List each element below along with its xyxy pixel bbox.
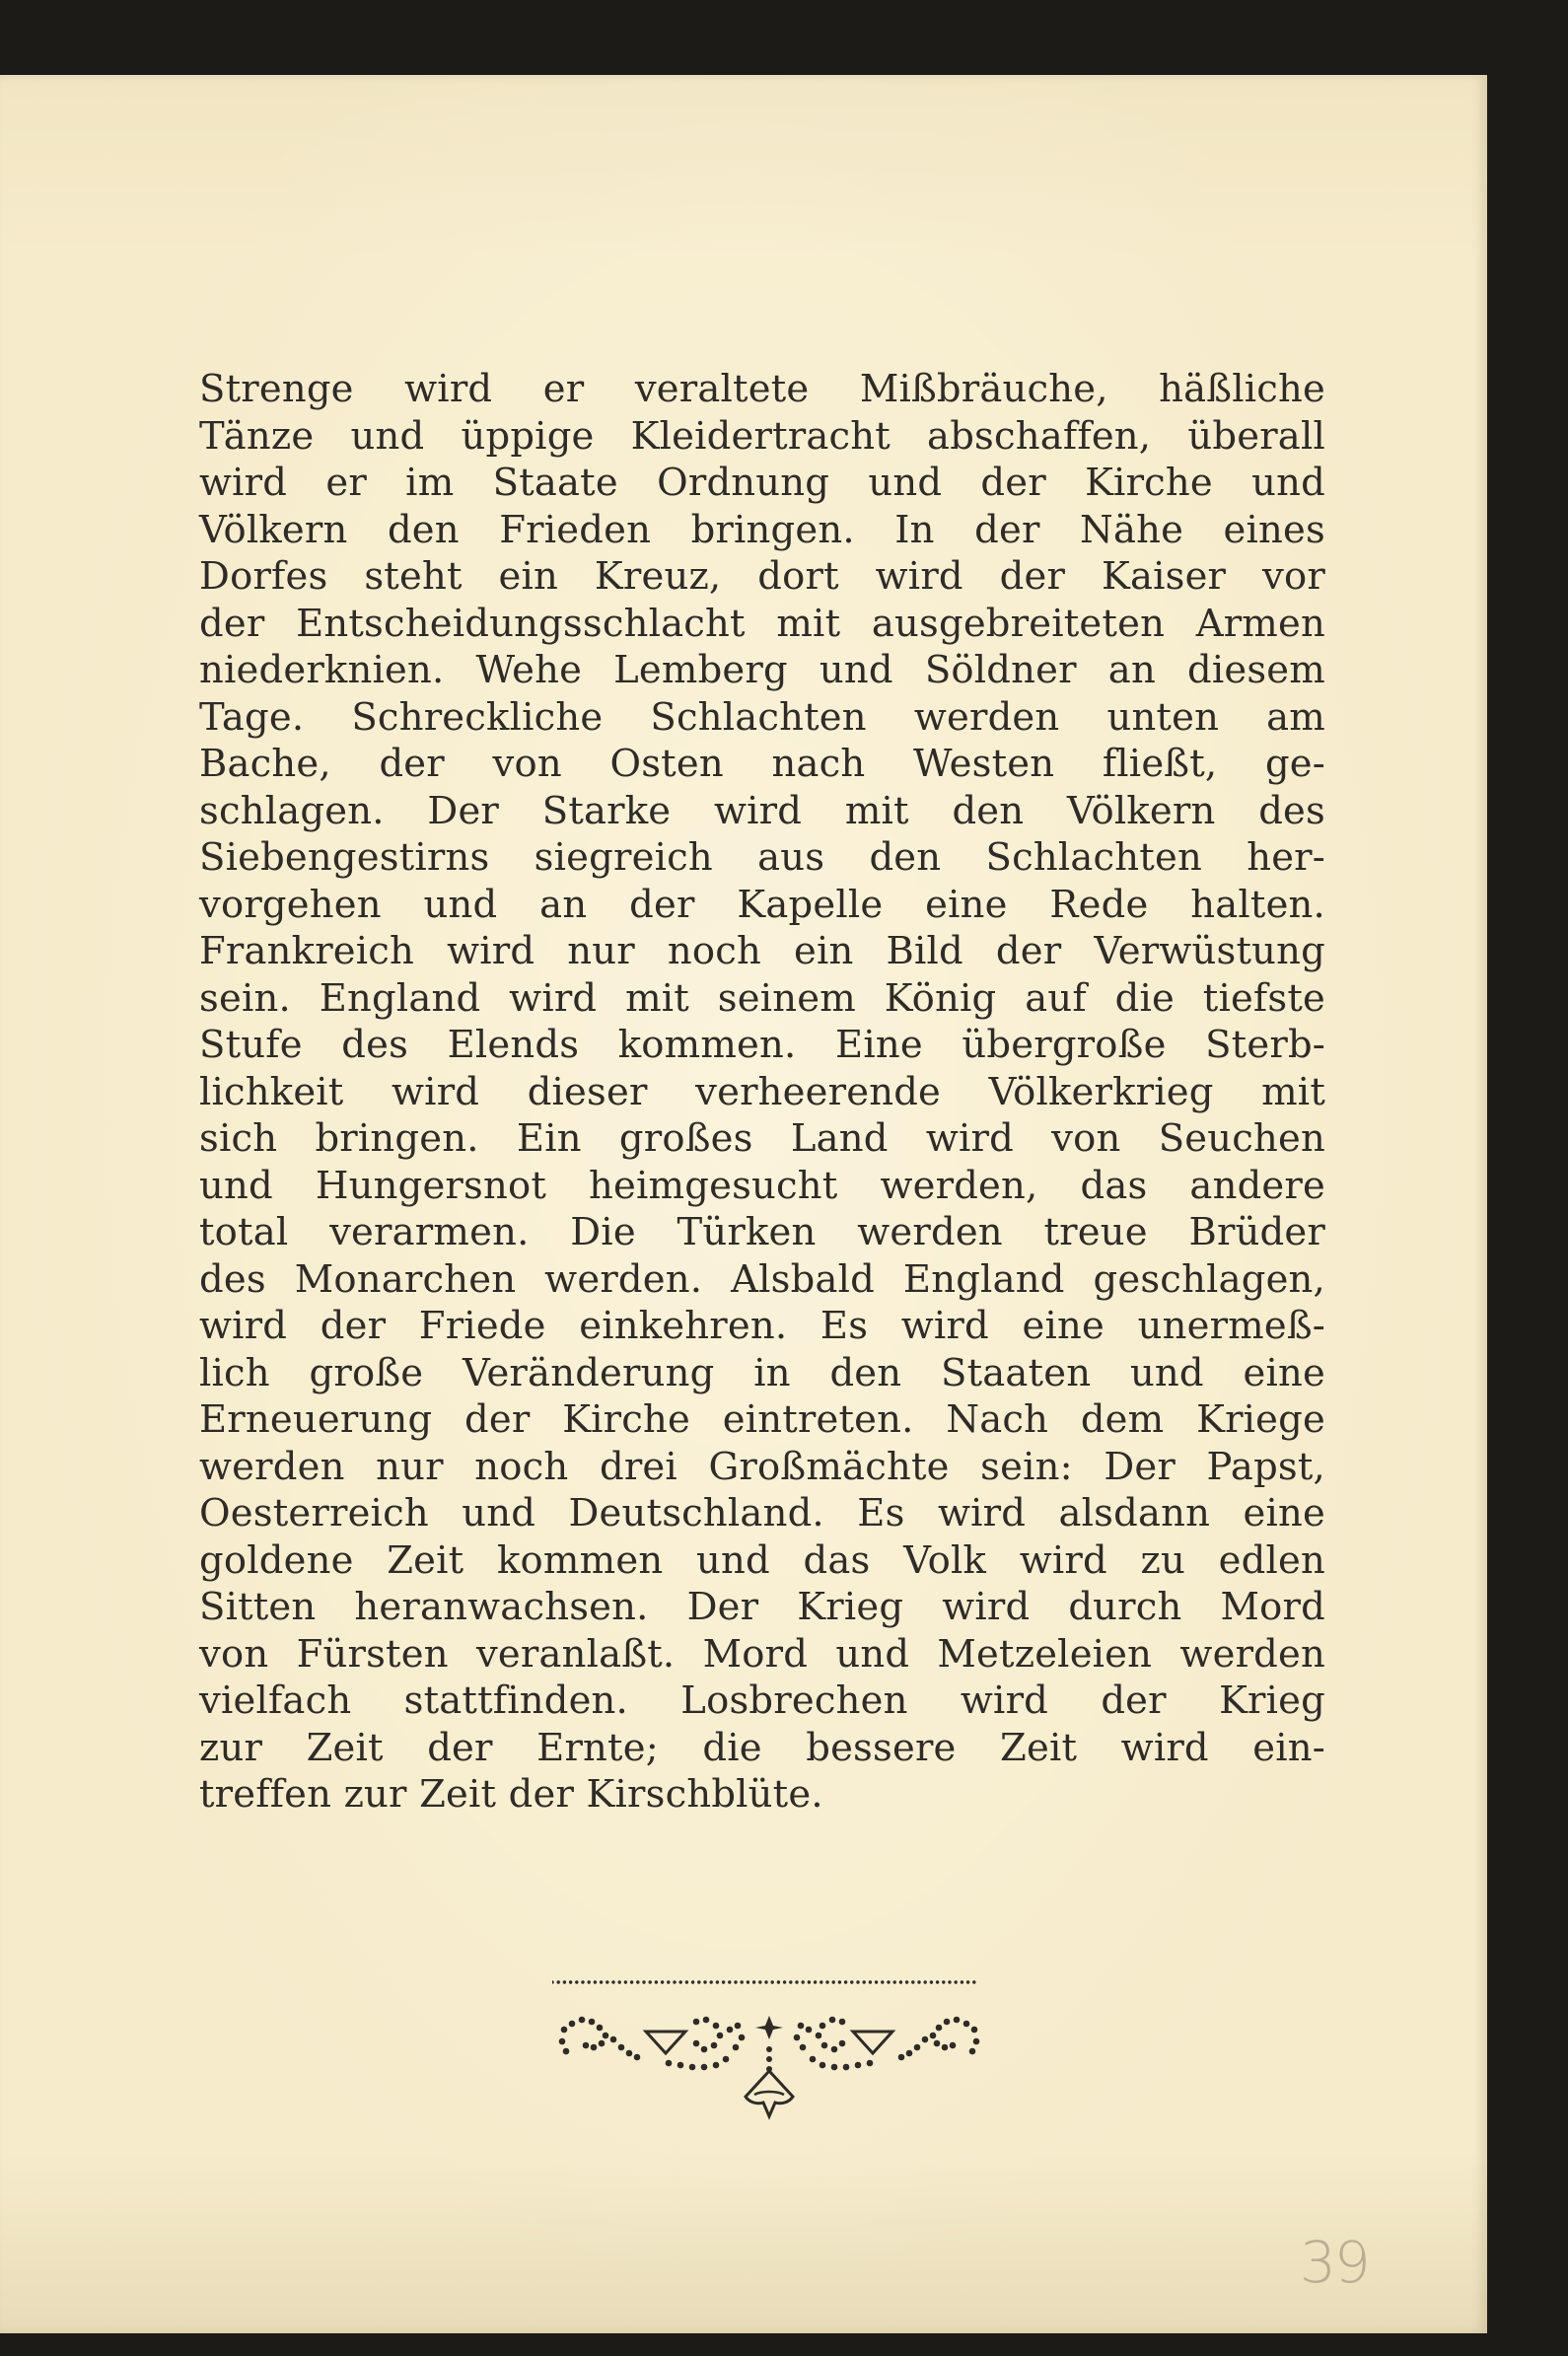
rule-dot: [936, 1980, 939, 1983]
ornament-dot: [618, 2044, 625, 2051]
ornament-dot: [739, 2035, 746, 2041]
rule-dot: [930, 1980, 933, 1983]
rule-dot: [869, 1980, 872, 1983]
ornament-dot: [666, 2060, 673, 2067]
dotted-rule: [552, 1980, 976, 1983]
rule-dot: [881, 1980, 884, 1983]
ornament-dot: [591, 2044, 598, 2051]
ornament-dot: [831, 2046, 838, 2053]
rule-dot: [600, 1980, 603, 1983]
rule-dot: [972, 1980, 975, 1983]
ornament-dot: [626, 2050, 633, 2057]
ornament-dot: [954, 2017, 961, 2024]
ornament-dot: [922, 2036, 929, 2043]
ornament-dot: [798, 2023, 805, 2030]
text-line: total verarmen. Die Türken werden treue Brüder: [199, 1210, 1325, 1254]
ornament-dot: [563, 2048, 570, 2055]
rule-dot: [673, 1980, 676, 1983]
ornament-dot: [831, 2064, 838, 2071]
ornament-dot: [950, 2042, 957, 2049]
rule-dot: [741, 1980, 744, 1983]
rule-dot: [820, 1980, 822, 1983]
ornament-dot: [713, 2023, 720, 2030]
text-line: Dorfes steht ein Kreuz, dort wird der Kaiser vor: [199, 554, 1325, 599]
ornament-dot: [906, 2050, 913, 2057]
rule-dot: [924, 1980, 927, 1983]
rule-dot: [752, 1980, 755, 1983]
rule-dot: [917, 1980, 920, 1983]
text-line: Tänze und üppige Kleidertracht abschaffen, überall: [199, 413, 1325, 459]
rule-dot: [832, 1980, 835, 1983]
text-line: werden nur noch drei Großmächte sein: Der Papst,: [199, 1444, 1325, 1489]
rule-dot: [655, 1980, 658, 1983]
text-line: niederknien. Wehe Lemberg und Söldner an diesem: [199, 648, 1325, 692]
rule-dot: [875, 1980, 878, 1983]
rule-dot: [636, 1980, 639, 1983]
text-line: sein. England wird mit seinem König auf die tiefste: [199, 975, 1325, 1021]
ornament-dot: [969, 2048, 976, 2055]
text-line: sich bringen. Ein großes Land wird von Seuchen: [199, 1116, 1325, 1161]
text-line: Frankreich wird nur noch ein Bild der Verwüstung: [199, 929, 1325, 973]
ornament-dot: [569, 2021, 576, 2028]
rule-dot: [955, 1980, 958, 1983]
ornament-dot: [820, 2062, 826, 2069]
rule-dot: [758, 1980, 761, 1983]
ornament-dot: [810, 2056, 817, 2063]
ornament-dot: [703, 2017, 710, 2024]
rule-dot: [594, 1980, 597, 1983]
ornament-dot: [733, 2044, 740, 2051]
ornament-dot: [930, 2033, 937, 2039]
ornament-dot: [843, 2064, 850, 2071]
rule-dot: [691, 1980, 694, 1983]
text-line: wird der Friede einkehren. Es wird eine unermeß-: [199, 1304, 1325, 1348]
rule-dot: [581, 1980, 584, 1983]
ornament-dot: [829, 2017, 836, 2024]
rule-dot: [905, 1980, 908, 1983]
ornament-dot: [597, 2025, 604, 2032]
text-line: Tage. Schreckliche Schlachten werden unten am: [199, 694, 1325, 740]
rule-dot: [747, 1980, 749, 1983]
rule-dot: [844, 1980, 847, 1983]
rule-dot: [893, 1980, 896, 1983]
ornament-dot: [973, 2038, 980, 2045]
rule-dot: [624, 1980, 627, 1983]
text-line: Stufe des Elends kommen. Eine übergroße Sterb-: [199, 1023, 1325, 1067]
ornament-dot: [855, 2062, 862, 2069]
rule-dot: [728, 1980, 731, 1983]
ornament-dot: [599, 2040, 606, 2047]
text-line: Erneuerung der Kirche eintreten. Nach dem Kriege: [199, 1397, 1325, 1442]
rule-dot: [606, 1980, 608, 1983]
ornament-dot: [693, 2019, 700, 2026]
rule-dot: [703, 1980, 706, 1983]
ornament-dot: [701, 2046, 708, 2053]
text-line: Völkern den Frieden bringen. In der Nähe eines: [199, 507, 1325, 552]
rule-dot: [863, 1980, 866, 1983]
text-line: lichkeit wird dieser verheerende Völkerkrieg mit: [199, 1069, 1325, 1114]
ornament-dot: [944, 2019, 951, 2026]
text-line: Strenge wird er veraltete Mißbräuche, häßliche: [199, 367, 1325, 411]
book-page: [0, 75, 1487, 2333]
ornament-dot: [820, 2023, 826, 2030]
text-line: vorgehen und an der Kapelle eine Rede halten.: [199, 882, 1325, 927]
rule-dot: [825, 1980, 828, 1983]
text-line: des Monarchen werden. Alsbald England geschlagen,: [199, 1256, 1325, 1302]
rule-dot: [734, 1980, 737, 1983]
rule-dot: [642, 1980, 645, 1983]
rule-dot: [649, 1980, 652, 1983]
ornament-dot: [794, 2035, 801, 2041]
text-line: lich große Veränderung in den Staaten und eine: [199, 1350, 1325, 1395]
text-line: Sitten heranwachsen. Der Krieg wird durch Mord: [199, 1585, 1325, 1629]
rule-dot: [557, 1980, 560, 1983]
rule-dot: [552, 1980, 554, 1983]
ornament-dot: [689, 2064, 696, 2071]
rule-dot: [764, 1980, 767, 1983]
rule-dot: [911, 1980, 914, 1983]
ornament-dot: [727, 2027, 734, 2034]
rule-dot: [630, 1980, 633, 1983]
ornament-dot: [701, 2064, 708, 2071]
rule-dot: [569, 1980, 572, 1983]
ornament-dot: [821, 2042, 828, 2049]
rule-dot: [777, 1980, 780, 1983]
rule-dot: [961, 1980, 963, 1983]
rule-dot: [697, 1980, 700, 1983]
rule-dot: [710, 1980, 713, 1983]
ornament-dot: [839, 2040, 846, 2047]
text-line: Oesterreich und Deutschland. Es wird alsdann eine: [199, 1491, 1325, 1535]
ornament-dot: [735, 2023, 742, 2030]
rule-dot: [667, 1980, 670, 1983]
rule-dot: [618, 1980, 621, 1983]
ornament-dot: [914, 2044, 921, 2051]
text-line: von Fürsten veranlaßt. Mord und Metzeleien werden: [199, 1631, 1325, 1677]
page-number: 39: [1300, 2229, 1369, 2296]
rule-dot: [771, 1980, 774, 1983]
rule-dot: [966, 1980, 969, 1983]
ornament-dot: [963, 2021, 970, 2028]
rule-dot: [716, 1980, 719, 1983]
ornament-dot: [898, 2054, 905, 2061]
rule-dot: [948, 1980, 951, 1983]
ornament-dot: [934, 2040, 941, 2047]
text-line: Bache, der von Osten nach Westen fließt, ge-: [199, 742, 1325, 786]
decorative-ornament-icon: [552, 1968, 986, 2136]
ornament-dot: [839, 2019, 846, 2026]
ornament-dot: [677, 2062, 684, 2069]
rule-dot: [802, 1980, 805, 1983]
rule-dot: [899, 1980, 902, 1983]
rule-dot: [575, 1980, 578, 1983]
rule-dot: [679, 1980, 682, 1983]
text-line: und Hungersnot heimgesucht werden, das andere: [199, 1163, 1325, 1208]
ornament-dot: [589, 2019, 596, 2026]
text-line: der Entscheidungsschlacht mit ausgebreiteten Armen: [199, 601, 1325, 646]
text-line: vielfach stattfinden. Losbrechen wird der Krieg: [199, 1678, 1325, 1723]
ornament-dot: [800, 2044, 807, 2051]
rule-dot: [563, 1980, 566, 1983]
rule-dot: [685, 1980, 688, 1983]
ornament-dot: [693, 2040, 700, 2047]
ornament-dot: [559, 2038, 566, 2045]
text-line: goldene Zeit kommen und das Volk wird zu edlen: [199, 1537, 1325, 1583]
ornament-dot: [717, 2033, 724, 2039]
text-line: Siebengestirns siegreich aus den Schlachten her-: [199, 835, 1325, 880]
ornament-dot: [634, 2054, 641, 2061]
text-line: schlagen. Der Starke wird mit den Völkern des: [199, 788, 1325, 833]
ornament-dot: [971, 2027, 978, 2034]
ornament-dot: [713, 2062, 720, 2069]
ornament-dot: [711, 2042, 718, 2049]
rule-dot: [783, 1980, 786, 1983]
rule-dot: [611, 1980, 614, 1983]
ornament-dot: [942, 2044, 949, 2051]
rule-dot: [661, 1980, 664, 1983]
rule-dot: [588, 1980, 591, 1983]
ornament-dot: [806, 2027, 813, 2034]
rule-dot: [856, 1980, 859, 1983]
rule-dot: [887, 1980, 890, 1983]
ornament-dot: [936, 2025, 943, 2032]
rule-dot: [814, 1980, 817, 1983]
rule-dot: [789, 1980, 792, 1983]
rule-dot: [795, 1980, 798, 1983]
ornament-dot: [579, 2017, 586, 2024]
text-line: wird er im Staate Ordnung und der Kirche und: [199, 461, 1325, 505]
text-line: zur Zeit der Ernte; die bessere Zeit wird ein-: [199, 1725, 1325, 1770]
rule-dot: [808, 1980, 811, 1983]
ornament-dot: [603, 2033, 609, 2039]
body-text: [199, 366, 1325, 1819]
text-line: treffen zur Zeit der Kirschblüte.: [199, 1772, 823, 1817]
ornament-dot: [561, 2027, 568, 2034]
ornament-dot: [610, 2036, 617, 2043]
rule-dot: [722, 1980, 725, 1983]
rule-dot: [838, 1980, 841, 1983]
ornament-dot: [816, 2033, 822, 2039]
rule-dot: [850, 1980, 853, 1983]
ornament-dot: [867, 2060, 874, 2067]
ornament-dot: [723, 2056, 730, 2063]
rule-dot: [942, 1980, 945, 1983]
ornament-dot: [583, 2042, 590, 2049]
